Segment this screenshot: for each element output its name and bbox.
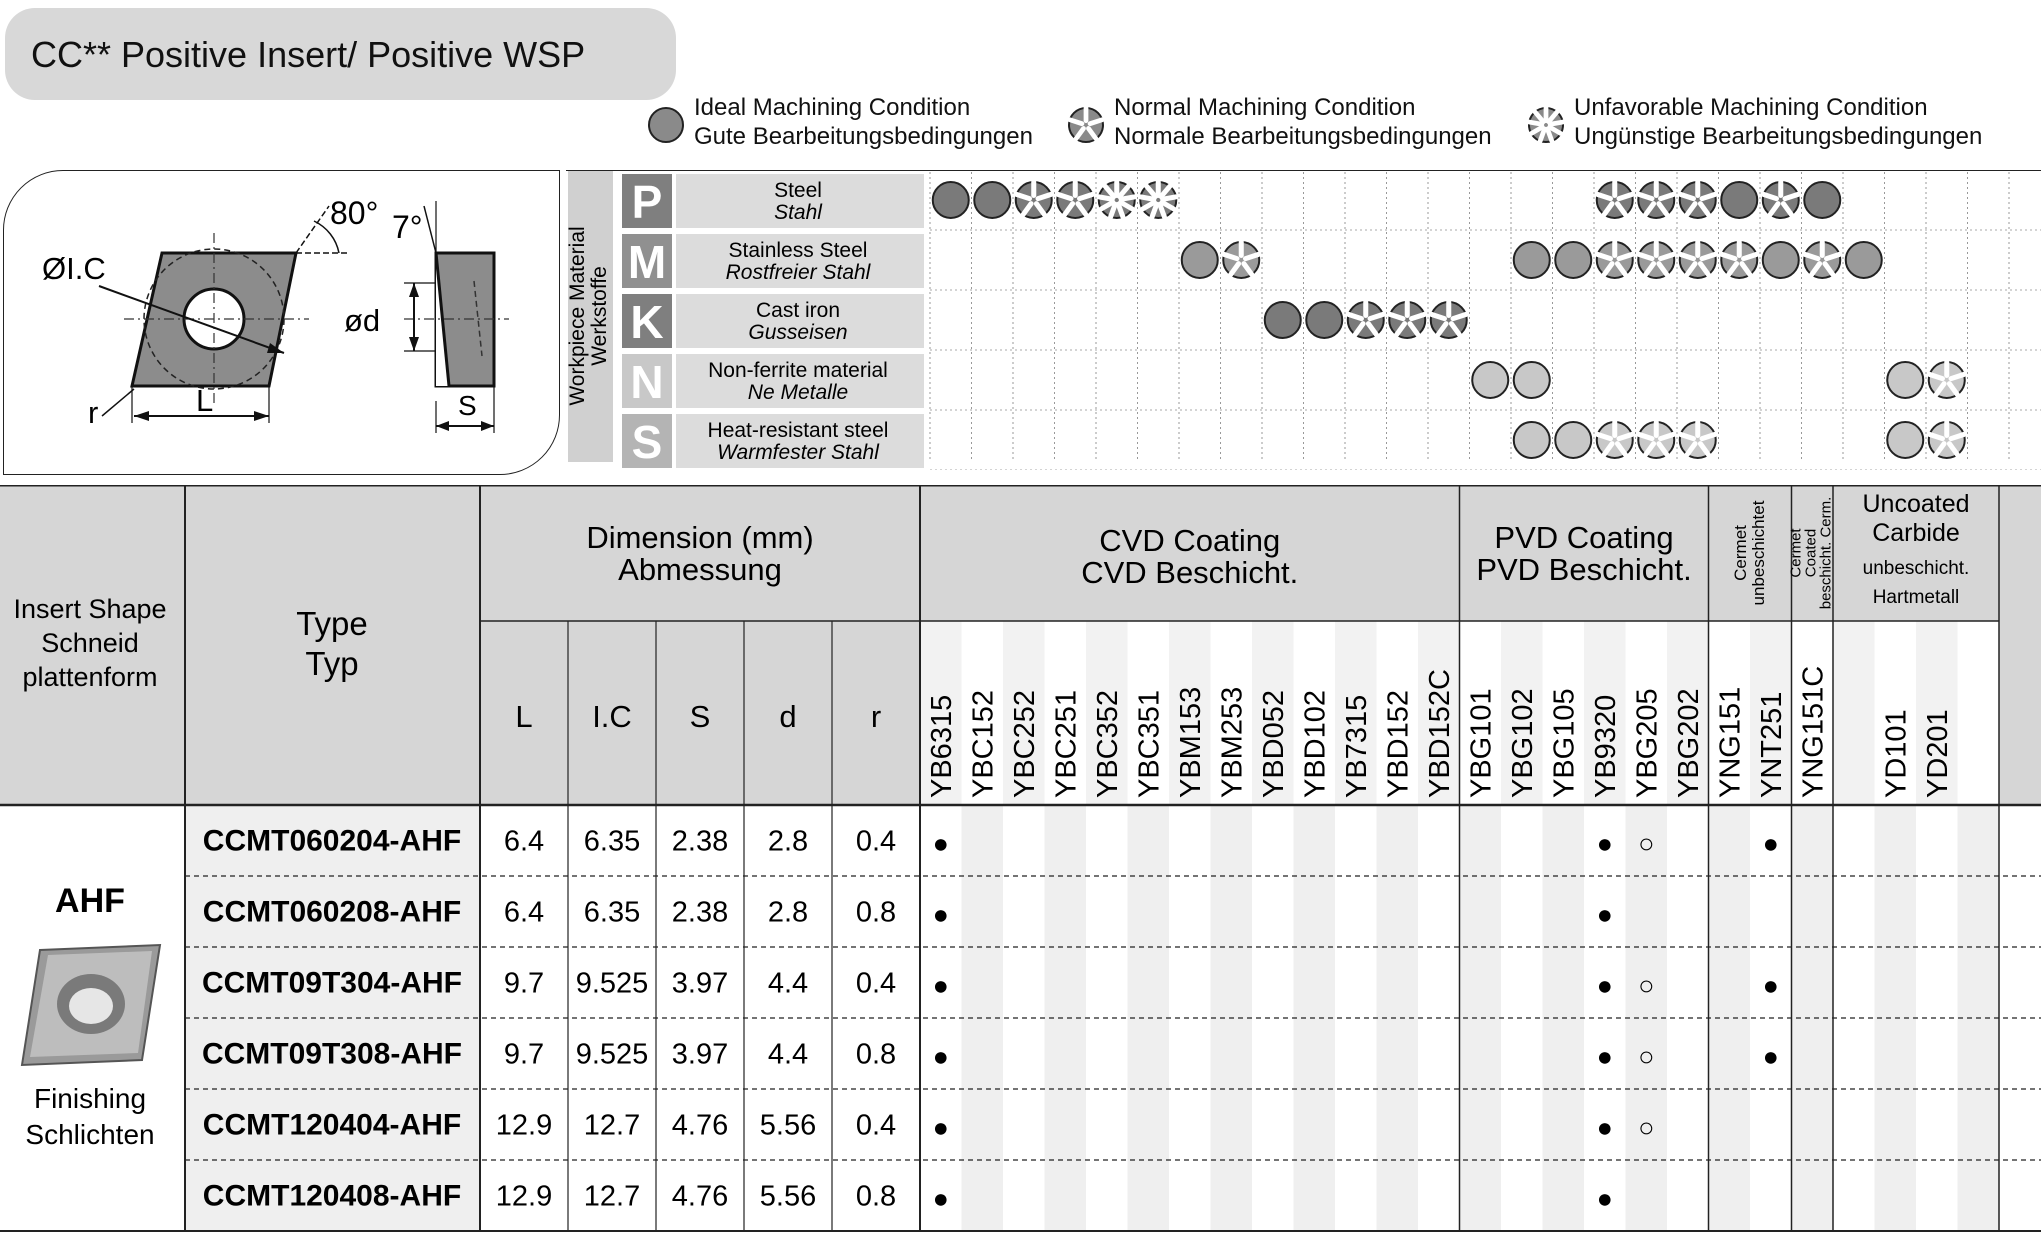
grade-mark: ●	[932, 899, 949, 930]
dim-cell: 6.4	[503, 896, 545, 929]
material-row-p	[622, 174, 924, 228]
cvd-header-line: CVD Coating	[1099, 523, 1281, 558]
grade-mark: ●	[1596, 1183, 1613, 1214]
dimension-header-line: Dimension (mm)	[586, 520, 814, 555]
normal-star-icon	[1389, 302, 1425, 338]
grade-mark: ○	[1638, 1041, 1655, 1072]
dim-cell: 2.38	[671, 825, 729, 858]
unfavorable-star-glyph	[1529, 108, 1563, 142]
grade-mark: ●	[1596, 828, 1613, 859]
dim-cell: 9.7	[503, 1038, 545, 1071]
type-header-line: Typ	[305, 645, 359, 682]
normal-star-icon	[1597, 182, 1633, 218]
grade-mark: ●	[1596, 1112, 1613, 1143]
d-label: ød	[344, 303, 381, 338]
dim-col-header: S	[689, 699, 711, 734]
normal-star-icon	[1016, 182, 1052, 218]
pvd-header-line: PVD Beschicht.	[1476, 552, 1692, 587]
type-cell: CCMT120408-AHF	[202, 1179, 462, 1213]
dim-col-header: d	[779, 699, 797, 734]
normal-star-icon	[1348, 302, 1384, 338]
normal-star-icon	[1431, 302, 1467, 338]
material-name-en: Steel	[774, 179, 822, 202]
normal-star-icon	[1597, 422, 1633, 458]
material-name-en: Heat-resistant steel	[707, 419, 889, 442]
grade-col-header: YBG102	[1506, 688, 1539, 798]
spec-table	[0, 485, 2041, 1234]
grade-col-header: YBG105	[1548, 688, 1581, 798]
grade-mark: ●	[932, 828, 949, 859]
unfavorable-star-icon	[1099, 182, 1135, 218]
ideal-circle-icon	[1887, 362, 1923, 398]
dim-cell: 2.8	[767, 825, 809, 858]
material-row-s	[622, 414, 924, 468]
ideal-circle-icon	[1763, 242, 1799, 278]
grade-col-header: YD201	[1921, 709, 1954, 798]
S-label: S	[458, 390, 477, 421]
grade-col-header: YBM153	[1174, 686, 1207, 798]
normal-star-icon	[1066, 105, 1106, 145]
uncoated-header-line: Hartmetall	[1872, 587, 1960, 608]
material-row-n	[622, 354, 924, 408]
legend-unfav-de: Ungünstige Bearbeitungsbedingungen	[1574, 123, 1983, 150]
dim-cell: 2.8	[767, 896, 809, 929]
grade-col-header: YBD102	[1299, 689, 1332, 798]
angle-label: 80°	[330, 195, 379, 231]
dim-cell: 4.4	[767, 1038, 809, 1071]
grade-col-header: YNG151C	[1797, 665, 1830, 798]
ideal-circle-icon	[1514, 422, 1550, 458]
legend-normal-de: Normale Bearbeitungsbedingungen	[1114, 123, 1492, 150]
normal-star-icon	[1680, 182, 1716, 218]
normal-star-icon	[1763, 182, 1799, 218]
material-letter: M	[627, 236, 667, 288]
grade-col-header: YB7315	[1340, 694, 1373, 798]
dim-cell: 0.4	[855, 1109, 897, 1142]
normal-star-icon	[1223, 242, 1259, 278]
material-letter: K	[630, 296, 664, 348]
grade-mark: ●	[1596, 899, 1613, 930]
insert-desc-de: Schlichten	[25, 1119, 155, 1150]
dimension-header-line: Abmessung	[618, 552, 782, 587]
dim-cell: 6.35	[583, 825, 641, 858]
type-cell: CCMT120404-AHF	[202, 1108, 462, 1142]
grade-mark: ●	[1762, 828, 1779, 859]
normal-star-icon	[1638, 242, 1674, 278]
normal-star-icon	[1597, 242, 1633, 278]
ideal-circle-icon	[1721, 182, 1757, 218]
dim-col-header: r	[870, 699, 882, 734]
normal-star-icon	[1804, 242, 1840, 278]
dim-cell: 5.56	[759, 1180, 817, 1213]
material-letter: P	[631, 176, 663, 228]
ideal-circle-icon	[974, 182, 1010, 218]
normal-star-icon	[1638, 422, 1674, 458]
grade-mark: ○	[1638, 970, 1655, 1001]
material-letter: S	[631, 416, 663, 468]
dim-cell: 12.7	[583, 1109, 641, 1142]
dim-cell: 6.35	[583, 896, 641, 929]
dim-cell: 9.7	[503, 967, 545, 1000]
ideal-circle-icon	[1555, 242, 1591, 278]
normal-star-icon	[1929, 362, 1965, 398]
dim-cell: 0.8	[855, 1038, 897, 1071]
type-cell: CCMT060204-AHF	[202, 824, 462, 858]
grade-col-header: YBG202	[1672, 688, 1705, 798]
cvd-header-line: CVD Beschicht.	[1081, 555, 1299, 590]
ideal-circle-icon	[1555, 422, 1591, 458]
grade-col-header: YBC251	[1050, 689, 1083, 798]
material-name-en: Cast iron	[755, 299, 841, 322]
insert-geometry-diagram	[3, 170, 560, 475]
grade-mark: ○	[1638, 828, 1655, 859]
material-letter: N	[630, 356, 664, 408]
dim-cell: 5.56	[759, 1109, 817, 1142]
dim-cell: 6.4	[503, 825, 545, 858]
dim-cell: 0.8	[855, 1180, 897, 1213]
insert-shape-header-line: Insert Shape	[13, 594, 167, 624]
grade-col-header: YBD152C	[1423, 669, 1456, 798]
grade-col-header: YNG151	[1714, 686, 1747, 798]
grade-col-header: YB6315	[925, 694, 958, 798]
normal-star-icon	[1929, 422, 1965, 458]
legend-normal-en: Normal Machining Condition	[1114, 94, 1416, 121]
material-name-en: Stainless Steel	[728, 239, 868, 262]
ideal-circle-icon	[1306, 302, 1342, 338]
type-cell: CCMT09T304-AHF	[201, 966, 463, 1000]
r-label: r	[88, 395, 99, 430]
cermet-coated-header: CermetCoatedbeschicht. Cerm.	[1787, 496, 1835, 610]
insert-shape-header-line: Schneid	[41, 628, 139, 658]
material-name-de: Warmfester Stahl	[717, 441, 879, 464]
normal-star-icon	[1638, 182, 1674, 218]
dim-cell: 0.4	[855, 967, 897, 1000]
grade-mark: ●	[1762, 1041, 1779, 1072]
dim-col-header: I.C	[592, 699, 632, 734]
insert-name: AHF	[55, 882, 125, 920]
normal-star-icon	[1680, 242, 1716, 278]
dim-cell: 9.525	[575, 1038, 649, 1071]
dim-cell: 12.9	[495, 1109, 553, 1142]
material-name-de: Gusseisen	[748, 321, 848, 344]
material-name-de: Rostfreier Stahl	[725, 261, 871, 284]
material-name-de: Ne Metalle	[747, 381, 849, 404]
ideal-circle-icon	[1804, 182, 1840, 218]
ideal-circle-icon	[646, 105, 686, 145]
type-header-line: Type	[296, 605, 368, 642]
grade-mark: ●	[1762, 970, 1779, 1001]
grade-mark: ●	[1596, 970, 1613, 1001]
grade-col-header: YBC351	[1133, 689, 1166, 798]
cermet-header: Cermetunbeschichtet	[1731, 500, 1768, 606]
grade-mark: ●	[932, 1112, 949, 1143]
dim-cell: 12.7	[583, 1180, 641, 1213]
unfavorable-star-icon	[1140, 182, 1176, 218]
grade-mark: ●	[932, 970, 949, 1001]
material-name-en: Non-ferrite material	[708, 359, 888, 382]
legend-ideal-de: Gute Bearbeitungsbedingungen	[694, 123, 1033, 150]
clearance-label: 7°	[392, 209, 423, 245]
insert-photo	[22, 945, 160, 1065]
grade-col-header: YBC352	[1091, 689, 1124, 798]
title-banner	[5, 8, 676, 100]
type-cell: CCMT09T308-AHF	[201, 1037, 463, 1071]
dim-cell: 2.38	[671, 896, 729, 929]
grade-col-header: YBC252	[1008, 689, 1041, 798]
material-row-m	[622, 234, 924, 288]
dim-cell: 4.4	[767, 967, 809, 1000]
normal-star-icon	[1680, 422, 1716, 458]
L-label: L	[196, 383, 214, 418]
ideal-circle-icon	[1846, 242, 1882, 278]
dim-col-header: L	[515, 699, 533, 734]
type-cell: CCMT060208-AHF	[202, 895, 462, 929]
grade-mark: ○	[1638, 1112, 1655, 1143]
page-title: CC** Positive Insert/ Positive WSP	[31, 34, 586, 75]
dim-cell: 4.76	[671, 1180, 729, 1213]
ideal-circle-icon	[1182, 242, 1218, 278]
ideal-circle-icon	[933, 182, 969, 218]
ic-label: ØI.C	[42, 251, 106, 286]
grade-col-header: YNT251	[1755, 691, 1788, 798]
grade-mark: ●	[1596, 1041, 1613, 1072]
insert-desc-en: Finishing	[33, 1083, 147, 1114]
dim-cell: 12.9	[495, 1180, 553, 1213]
grade-col-header: YBM253	[1216, 686, 1249, 798]
workpiece-matrix	[566, 170, 2041, 470]
dim-cell: 9.525	[575, 967, 649, 1000]
material-row-k	[622, 294, 924, 348]
insert-drawing-svg	[4, 171, 559, 474]
normal-star-icon	[1721, 242, 1757, 278]
grade-mark: ●	[932, 1183, 949, 1214]
grade-col-header: YD101	[1880, 709, 1913, 798]
pvd-header-line: PVD Coating	[1494, 520, 1674, 555]
legend-ideal-en: Ideal Machining Condition	[694, 94, 971, 121]
normal-star-icon	[1057, 182, 1093, 218]
grade-col-header: YBD052	[1257, 689, 1290, 798]
uncoated-header-line: Uncoated	[1862, 490, 1970, 518]
dim-cell: 3.97	[671, 1038, 729, 1071]
legend-unfav-en: Unfavorable Machining Condition	[1574, 94, 1928, 121]
ideal-circle-icon	[1265, 302, 1301, 338]
uncoated-header-line: Carbide	[1872, 519, 1960, 547]
ideal-circle-icon	[1472, 362, 1508, 398]
ideal-circle-icon	[1514, 362, 1550, 398]
dim-cell: 0.8	[855, 896, 897, 929]
grade-col-header: YBC152	[967, 689, 1000, 798]
grade-mark: ●	[932, 1041, 949, 1072]
unfavorable-star-icon	[1526, 105, 1566, 145]
grade-col-header: YBG205	[1631, 688, 1664, 798]
insert-shape-header-line: plattenform	[22, 662, 158, 692]
material-name-de: Stahl	[774, 201, 822, 224]
dim-cell: 0.4	[855, 825, 897, 858]
ideal-circle-icon	[1514, 242, 1550, 278]
normal-star-glyph	[1069, 108, 1103, 142]
grade-col-header: YBD152	[1382, 689, 1415, 798]
grade-col-header: YB9320	[1589, 694, 1622, 798]
uncoated-header-line: unbeschicht.	[1862, 558, 1970, 579]
material-vertical-label: Workpiece MaterialWerkstoffe	[566, 226, 611, 406]
grade-col-header: YBG101	[1465, 688, 1498, 798]
dim-cell: 3.97	[671, 967, 729, 1000]
ideal-circle-icon	[1887, 422, 1923, 458]
dim-cell: 4.76	[671, 1109, 729, 1142]
